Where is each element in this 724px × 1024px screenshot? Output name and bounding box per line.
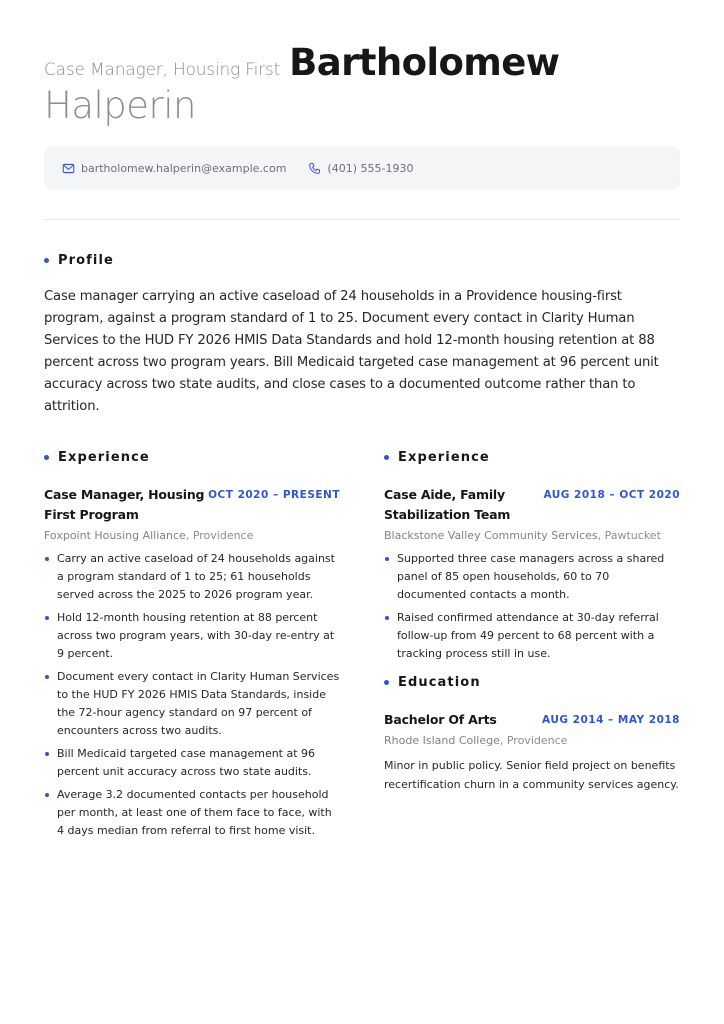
contact-bar [44,146,680,190]
school-name: Rhode Island College [384,734,500,747]
header-divider [44,219,680,220]
job-entry-header [384,485,680,525]
two-column-body [44,450,680,845]
resume-header [44,41,680,127]
list-item: Average 3.2 documented contacts per household per month, at least one of them face to face, with 4 days median from referral to first home visit. [44,786,340,840]
profile-heading [44,253,680,268]
list-item: Hold 12-month housing retention at 88 percent across two program years, with 30-day re-entry at 9 percent. [44,609,340,663]
school-location: , Providence [499,734,568,747]
job-bullets [384,550,680,663]
education-heading-label: Education [398,675,481,690]
phone-icon [308,162,321,175]
mail-icon [62,162,75,175]
school [384,734,680,747]
job-dates: AUG 2018 – OCT 2020 [543,489,680,501]
first-name: Bartholomew [289,41,560,84]
education-dates: AUG 2014 – MAY 2018 [542,714,680,726]
experience-heading [44,450,340,465]
list-item: Supported three case managers across a shared panel of 85 open households, 60 to 70 documented contacts a month. [384,550,680,604]
profile-summary: Case manager carrying an active caseload of 24 households in a Providence housing-first program, against a program standard of 1 to 25. Document every contact in Clarity Human Services to the HUD FY 2026 HMIS Data Standards and hold 12-month housing retention at 88 percent across two program years. Bill Medicaid targeted case management at 96 percent unit accuracy across two state audits, and close cases to a documented outcome rather than to attrition. [44,289,659,414]
list-item: Document every contact in Clarity Human Services to the HUD FY 2026 HMIS Data Standards, inside the 72-hour agency standard on 97 percent of encounters across two audits. [44,668,340,740]
degree-title: Bachelor Of Arts [384,712,497,727]
job-bullets [44,550,340,840]
experience-heading-label: Experience [58,450,150,465]
phone-contact[interactable] [308,162,413,175]
email-contact[interactable] [62,162,286,175]
list-item: Bill Medicaid targeted case management at 96 percent unit accuracy across two state audits. [44,745,340,781]
bullet-dot-icon [44,258,49,263]
last-name: Halperin [44,84,196,127]
education-entry-header [384,710,680,730]
education-heading [384,675,680,690]
phone-text: (401) 555-1930 [327,161,414,175]
right-column [384,450,680,845]
left-column [44,450,340,845]
job-title: Case Aide, Family Stabilization Team [384,487,511,522]
employer-location: , Providence [185,529,254,542]
job-role: Case Manager, Housing First [44,60,281,80]
bullet-dot-icon [384,680,389,685]
job-employer [44,529,340,542]
profile-heading-label: Profile [58,253,114,268]
job-entry-header [44,485,340,525]
bullet-dot-icon [384,455,389,460]
job-title: Case Manager, Housing First Program [44,487,205,522]
education-description: Minor in public policy. Senior field project on benefits recertification churn in a community services agency. [384,759,679,791]
list-item: Carry an active caseload of 24 households against a program standard of 1 to 25; 61 households served across the 2025 to 2026 program year. [44,550,340,604]
employer-name: Blackstone Valley Community Services [384,529,598,542]
job-dates: OCT 2020 – PRESENT [208,489,340,501]
bullet-dot-icon [44,455,49,460]
email-text: bartholomew.halperin@example.com [81,161,287,175]
experience-heading-label: Experience [398,450,490,465]
employer-location: , Pawtucket [597,529,661,542]
employer-name: Foxpoint Housing Alliance [44,529,186,542]
experience-heading [384,450,680,465]
list-item: Raised confirmed attendance at 30-day referral follow-up from 49 percent to 68 percent with a tracking process still in use. [384,609,680,663]
job-employer [384,529,680,542]
